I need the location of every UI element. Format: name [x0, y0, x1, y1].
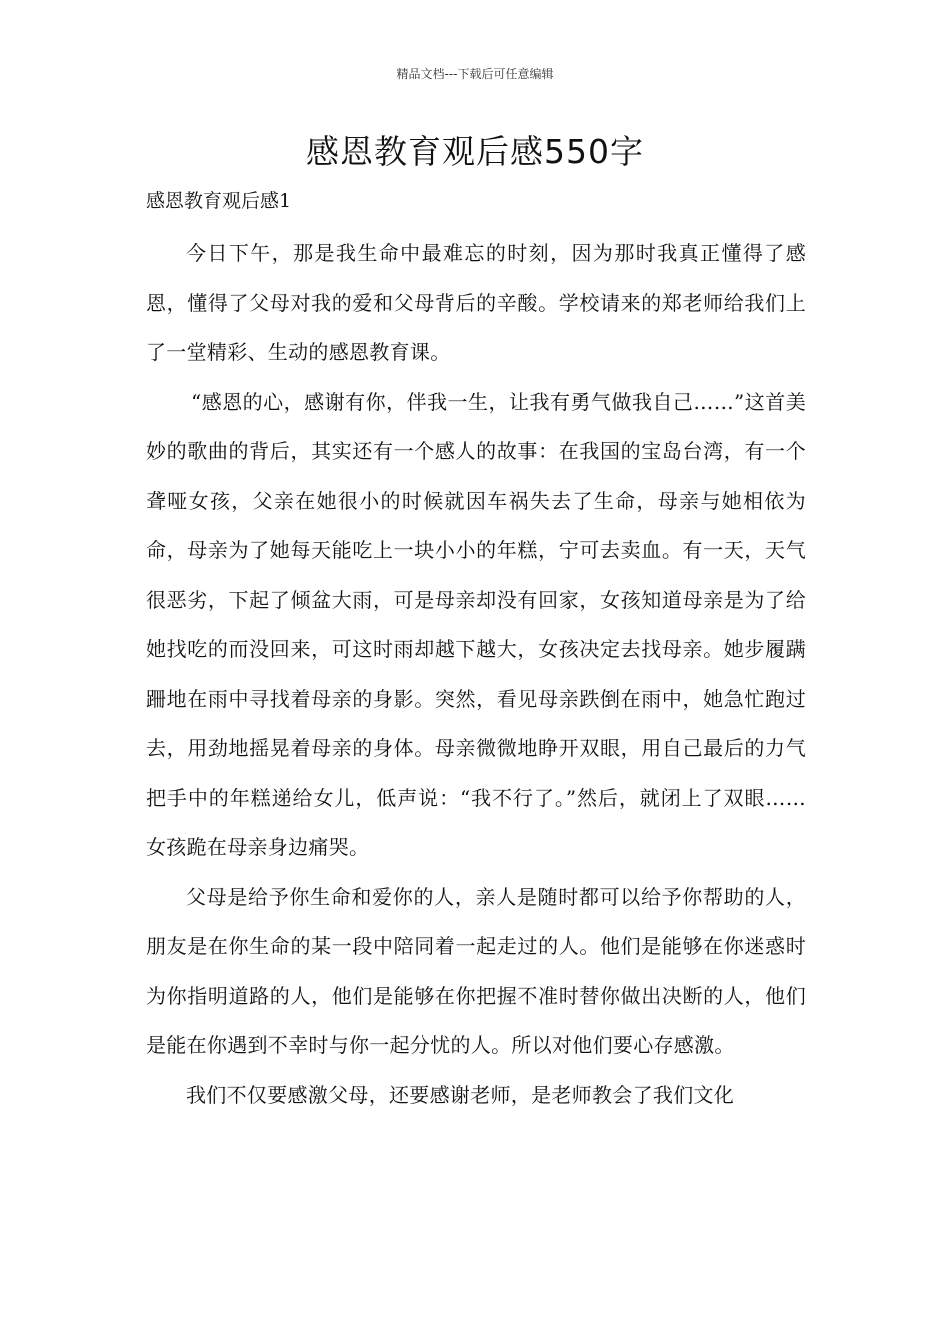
paragraph: “感恩的心，感谢有你，伴我一生，让我有勇气做我自己……”这首美妙的歌曲的背后，其实还有一个感人的故事：在我国的宝岛台湾，有一个聋哑女孩，父亲在她很小的时候就因车祸失去了生命，母亲与她相依为命，母亲为了她每天能吃上一块小小的年糕，宁可去卖血。有一天，天气很恶劣，下起了倾盆大雨，可是母亲却没有回家，女孩知道母亲是为了给她找吃的而没回来，可这时雨却越下越大，女孩决定去找母亲。她步履蹒跚地在雨中寻找着母亲的身影。突然，看见母亲跌倒在雨中，她急忙跑过去，用劲地摇晃着母亲的身体。母亲微微地睁开双眼，用自己最后的力气把手中的年糕递给女儿，低声说：“我不行了。”然后，就闭上了双眼……女孩跪在母亲身边痛哭。 — [146, 389, 806, 859]
paragraph: 今日下午，那是我生命中最难忘的时刻，因为那时我真正懂得了感恩，懂得了父母对我的爱和父母背后的辛酸。学校请来的郑老师给我们上了一堂精彩、生动的感恩教育课。 — [146, 241, 806, 364]
document-title: 感恩教育观后感550字 — [306, 132, 644, 171]
document-subtitle: 感恩教育观后感1 — [146, 190, 292, 212]
document-body — [146, 229, 806, 1120]
page-header: 精品文档---下载后可任意编辑 — [396, 67, 554, 81]
paragraph: 父母是给予你生命和爱你的人，亲人是随时都可以给予你帮助的人，朋友是在你生命的某一段中陪同着一起走过的人。他们是能够在你迷惑时为你指明道路的人，他们是能够在你把握不准时替你做出决断的人，他们是能在你遇到不幸时与你一起分忧的人。所以对他们要心存感激。 — [146, 884, 806, 1057]
paragraph: 我们不仅要感激父母，还要感谢老师，是老师教会了我们文化 — [186, 1082, 735, 1107]
